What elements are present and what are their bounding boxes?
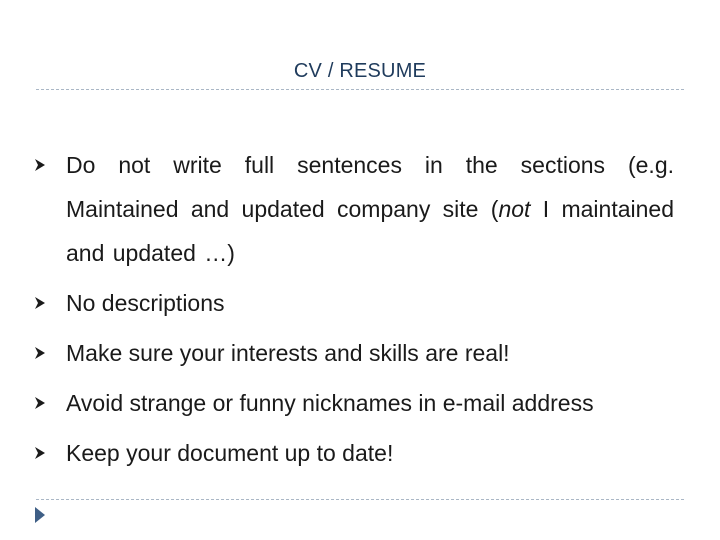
bullet-text-1-emphasis: not [498, 196, 531, 222]
top-divider [36, 89, 684, 90]
play-triangle-icon [34, 506, 46, 524]
bullet-list [34, 143, 674, 481]
bullet-text-3: Make sure your interests and skills are real! [66, 340, 510, 366]
bottom-divider [36, 499, 684, 500]
bullet-text-4: Avoid strange or funny nicknames in e-mail address [66, 390, 594, 416]
bullet-item-5 [34, 431, 674, 475]
bullet-item-3 [34, 331, 674, 375]
slide-title [0, 60, 720, 83]
bullet-item-4 [34, 381, 674, 425]
bullet-text-5: Keep your document up to date! [66, 440, 394, 466]
bullet-text-1-end: I maintained and updated …) [66, 196, 674, 266]
bullet-text-2: No descriptions [66, 290, 225, 316]
slide-title-text: CV / RESUME [293, 60, 427, 82]
bullet-item-1 [34, 143, 674, 275]
arrowhead-bullet-icon [34, 381, 48, 425]
bullet-item-2 [34, 281, 674, 325]
arrowhead-bullet-icon [34, 143, 48, 187]
bullet-text-1-start: Do not write full sentences in the sections (e.g. Maintained and updated company site ( [66, 152, 674, 222]
arrowhead-bullet-icon [34, 431, 48, 475]
arrowhead-bullet-icon [34, 331, 48, 375]
arrowhead-bullet-icon [34, 281, 48, 325]
